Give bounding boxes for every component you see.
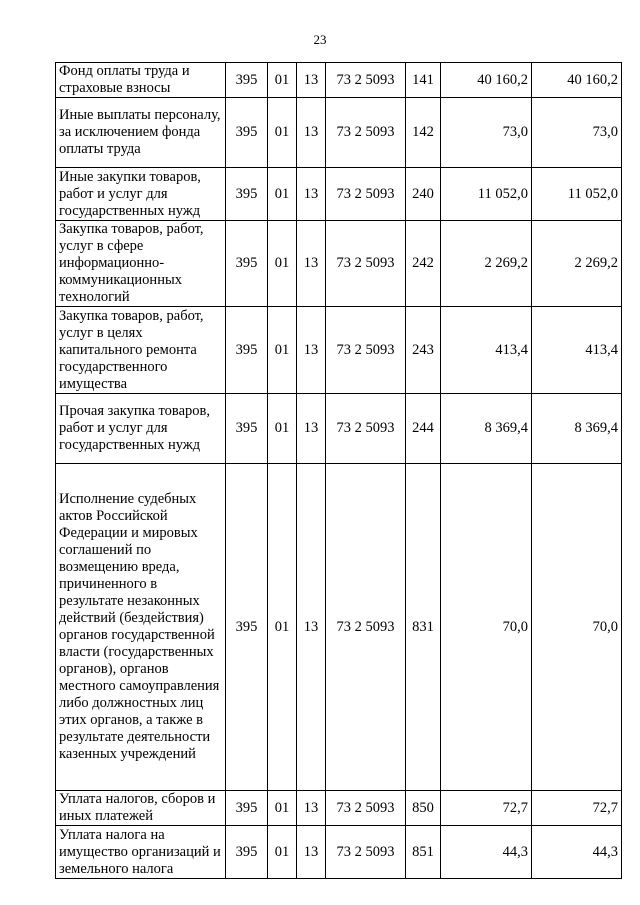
row-subsection-code: 13: [297, 168, 326, 221]
row-ministry-code: 395: [226, 826, 268, 879]
row-target-article: 73 2 5093: [326, 168, 406, 221]
row-name: Закупка товаров, работ, услуг в сфере информационно-коммуникационных технологий: [56, 221, 226, 307]
row-section-code: 01: [268, 791, 297, 826]
row-ministry-code: 395: [226, 63, 268, 98]
row-subsection-code: 13: [297, 307, 326, 394]
row-target-article: 73 2 5093: [326, 791, 406, 826]
row-name: Иные закупки товаров, работ и услуг для государственных нужд: [56, 168, 226, 221]
table-row: [56, 826, 622, 879]
row-subsection-code: 13: [297, 221, 326, 307]
row-expense-type: 242: [406, 221, 441, 307]
row-expense-type: 244: [406, 394, 441, 464]
row-amount-2: 72,7: [532, 791, 622, 826]
table-row: [56, 221, 622, 307]
row-amount-2: 40 160,2: [532, 63, 622, 98]
row-section-code: 01: [268, 168, 297, 221]
row-ministry-code: 395: [226, 221, 268, 307]
row-target-article: 73 2 5093: [326, 394, 406, 464]
row-ministry-code: 395: [226, 791, 268, 826]
row-name: Уплата налога на имущество организаций и земельного налога: [56, 826, 226, 879]
row-amount-1: 40 160,2: [441, 63, 532, 98]
row-expense-type: 851: [406, 826, 441, 879]
row-amount-2: 8 369,4: [532, 394, 622, 464]
row-section-code: 01: [268, 221, 297, 307]
row-subsection-code: 13: [297, 826, 326, 879]
table-row: [56, 464, 622, 791]
row-expense-type: 850: [406, 791, 441, 826]
row-ministry-code: 395: [226, 394, 268, 464]
row-section-code: 01: [268, 63, 297, 98]
row-section-code: 01: [268, 307, 297, 394]
row-amount-1: 413,4: [441, 307, 532, 394]
row-amount-1: 73,0: [441, 98, 532, 168]
row-section-code: 01: [268, 464, 297, 791]
row-ministry-code: 395: [226, 98, 268, 168]
row-subsection-code: 13: [297, 791, 326, 826]
row-section-code: 01: [268, 394, 297, 464]
table-row: [56, 168, 622, 221]
table-row: [56, 307, 622, 394]
row-amount-2: 44,3: [532, 826, 622, 879]
row-target-article: 73 2 5093: [326, 307, 406, 394]
row-expense-type: 240: [406, 168, 441, 221]
row-subsection-code: 13: [297, 464, 326, 791]
row-amount-1: 70,0: [441, 464, 532, 791]
row-section-code: 01: [268, 98, 297, 168]
row-subsection-code: 13: [297, 63, 326, 98]
row-expense-type: 142: [406, 98, 441, 168]
table-row: [56, 63, 622, 98]
row-subsection-code: 13: [297, 98, 326, 168]
row-name: Уплата налогов, сборов и иных платежей: [56, 791, 226, 826]
table-row: [56, 394, 622, 464]
row-subsection-code: 13: [297, 394, 326, 464]
row-amount-1: 44,3: [441, 826, 532, 879]
row-amount-1: 2 269,2: [441, 221, 532, 307]
row-target-article: 73 2 5093: [326, 63, 406, 98]
row-amount-2: 2 269,2: [532, 221, 622, 307]
table-row: [56, 791, 622, 826]
page-number: 23: [313, 32, 327, 47]
row-name: Закупка товаров, работ, услуг в целях капитального ремонта государственного имущества: [56, 307, 226, 394]
row-name: Прочая закупка товаров, работ и услуг для государственных нужд: [56, 394, 226, 464]
row-expense-type: 831: [406, 464, 441, 791]
row-expense-type: 141: [406, 63, 441, 98]
row-name: Фонд оплаты труда и страховые взносы: [56, 63, 226, 98]
row-ministry-code: 395: [226, 168, 268, 221]
row-name: Иные выплаты персоналу, за исключением фонда оплаты труда: [56, 98, 226, 168]
row-target-article: 73 2 5093: [326, 826, 406, 879]
row-target-article: 73 2 5093: [326, 464, 406, 791]
row-amount-1: 72,7: [441, 791, 532, 826]
row-amount-2: 11 052,0: [532, 168, 622, 221]
row-target-article: 73 2 5093: [326, 221, 406, 307]
row-amount-2: 70,0: [532, 464, 622, 791]
row-amount-2: 413,4: [532, 307, 622, 394]
row-expense-type: 243: [406, 307, 441, 394]
row-name: Исполнение судебных актов Российской Федерации и мировых соглашений по возмещению вреда, причиненного в результате незаконных действий (бездействия) органов государственной власти (государственных органов), органов местного самоуправления либо должностных лиц этих органов, а также в результате деятельности казенных учреждений: [56, 464, 226, 791]
row-amount-1: 11 052,0: [441, 168, 532, 221]
row-target-article: 73 2 5093: [326, 98, 406, 168]
table-row: [56, 98, 622, 168]
row-amount-2: 73,0: [532, 98, 622, 168]
budget-table: [55, 62, 622, 879]
row-section-code: 01: [268, 826, 297, 879]
row-ministry-code: 395: [226, 464, 268, 791]
row-amount-1: 8 369,4: [441, 394, 532, 464]
row-ministry-code: 395: [226, 307, 268, 394]
